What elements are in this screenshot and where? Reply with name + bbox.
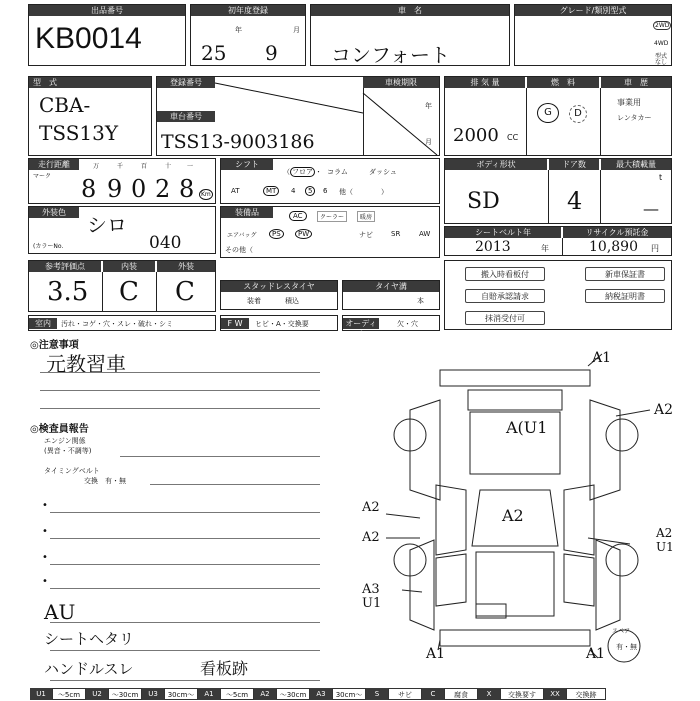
mileage-digit-4: 2 (155, 175, 171, 203)
diag-a3u1-left-2: U1 (362, 596, 382, 611)
pointer-a2-left1 (386, 514, 420, 518)
mileage-digit-2: 9 (107, 175, 123, 203)
note-au: AU (44, 600, 76, 624)
year-unit: 年 (235, 26, 242, 34)
score-box (28, 260, 216, 312)
shift-box (220, 158, 440, 204)
fuel-gasoline: G (537, 103, 559, 123)
equip-cooler: クーラー (317, 211, 347, 222)
color-label: 外装色 (29, 207, 79, 218)
inspection-year-unit: 年 (425, 102, 432, 110)
equip-ps: PS (269, 229, 284, 239)
diag-a3u1-left-1: A3 (362, 582, 380, 597)
equip-aw: AW (419, 230, 431, 238)
timing-label: タイミングベルト (44, 467, 100, 475)
studless-box (220, 280, 338, 310)
audio-items: 欠・穴 (397, 320, 418, 328)
legend-xx: XX (544, 688, 566, 700)
diag-a2u1-right-1: A2 (656, 526, 673, 540)
docs-box (444, 260, 672, 330)
unit-ichi: 一 (187, 163, 194, 170)
audio-label: オーディオ (343, 318, 379, 329)
diag-aiu1: A(U1 (506, 418, 548, 437)
diag-a1-bottom-left: A1 (426, 646, 446, 662)
seatbelt-box (444, 226, 672, 256)
legend-a3-range: 30cm～ (332, 688, 366, 700)
lot-number: KB0014 (35, 22, 142, 55)
car-name: コンフォート (331, 43, 450, 67)
legend-u1-range: ～5cm (52, 688, 86, 700)
tire-label: タイヤ溝 (343, 281, 439, 292)
color-box (28, 206, 216, 254)
interior-row-items: 汚れ・コゲ・穴・スレ・破れ・シミ (61, 320, 173, 328)
diag-a2-center: A2 (502, 506, 524, 525)
engine-box (444, 76, 672, 156)
legend-u2: U2 (86, 688, 108, 700)
exterior-score-label: 外装 (157, 261, 215, 272)
unit-juu: 十 (165, 163, 172, 170)
first-registration-box (190, 4, 306, 66)
legend-a2-range: ～30cm (276, 688, 310, 700)
exterior-score: C (175, 277, 195, 307)
seatbelt-year: 2013 (475, 239, 511, 255)
doc-tax-certificate: 納税証明書 (585, 289, 665, 303)
legend-c: C (422, 688, 444, 700)
equip-ac: AC (289, 211, 307, 221)
mileage-digit-3: 0 (131, 175, 147, 203)
car-name-label: 車 名 (311, 5, 509, 16)
diag-a2-left2: A2 (362, 530, 380, 545)
left-rear-door (436, 554, 466, 606)
legend-a1: A1 (198, 688, 220, 700)
gear-5: 5 (305, 186, 315, 196)
studless-installed: 装着 (247, 297, 261, 305)
right-rear-fender (596, 540, 620, 630)
unit-man: 万 (93, 163, 100, 170)
fw-row (220, 315, 338, 331)
shift-floor-value: フロア (292, 168, 313, 176)
mileage-box (28, 158, 216, 204)
score-value: 3.5 (47, 277, 89, 307)
doc-self-approval: 自賠承認請求 (465, 289, 545, 303)
drive-2wd: 2WD (655, 22, 670, 29)
gear-6: 6 (323, 187, 328, 195)
history-label: 車 歴 (601, 77, 671, 88)
displacement-label: 排 気 量 (445, 77, 525, 88)
right-rear-door (564, 554, 594, 606)
mileage-km-unit: Km (201, 191, 211, 198)
studless-label: スタッドレスタイヤ (221, 281, 337, 292)
legend-a3: A3 (310, 688, 332, 700)
diag-a1-top: A1 (592, 350, 612, 366)
engine-label: エンジン関係 (44, 437, 86, 445)
grade-box (514, 4, 672, 66)
legend-u1: U1 (30, 688, 52, 700)
color-value: シロ (87, 213, 127, 237)
legend-s: S (366, 688, 388, 700)
mileage-mark-label: マーク (33, 173, 52, 180)
drive-none: 型式なし (655, 53, 668, 66)
right-rear-wheel (606, 544, 638, 576)
rear-bumper (440, 630, 590, 646)
equipment-label: 装備品 (221, 207, 273, 218)
shift-at: AT (231, 187, 240, 195)
diag-a1-bottom-right: A1 (586, 646, 606, 662)
spare-label: スペア (612, 628, 631, 635)
chassis-number: TSS13-9003186 (161, 131, 315, 153)
model-line2: TSS13Y (39, 121, 119, 145)
interior-row (28, 315, 216, 331)
recycle-unit: 円 (651, 244, 659, 253)
equip-sr: SR (391, 230, 401, 238)
load-unit: t (659, 173, 663, 182)
mileage-digit-5: 8 (179, 175, 195, 203)
front-bumper (440, 370, 590, 386)
model-line1: CBA- (39, 93, 91, 117)
right-front-wheel (606, 419, 638, 451)
first-registration-label: 初年度登録 (191, 5, 305, 16)
equip-pw: PW (295, 229, 312, 239)
shift-other: 他（ ） (339, 188, 388, 196)
tire-unit: 本 (417, 297, 424, 305)
legend-xx-meaning: 交換跡 (566, 688, 606, 700)
doc-deregistration: 抹消受付可 (465, 311, 545, 325)
registration-box (156, 76, 440, 156)
body-box (444, 158, 672, 224)
interior-row-label: 室内 (29, 318, 57, 329)
legend-u3-range: 30cm～ (164, 688, 198, 700)
equip-airbag: エアバッグ (227, 232, 257, 239)
diag-a2u1-right-2: U1 (656, 540, 674, 554)
engine-sub: (異音・不調等) (44, 447, 92, 455)
recycle-value: 10,890 (589, 239, 638, 255)
seatbelt-year-unit: 年 (541, 244, 549, 253)
fuel-label: 燃 料 (527, 77, 599, 88)
hood (468, 390, 562, 410)
history-business: 事業用 (617, 98, 641, 107)
load-label: 最大積載量 (601, 159, 671, 170)
equipment-box (220, 206, 440, 258)
pointer-a2-right (616, 410, 650, 416)
shift-mt: MT (263, 186, 279, 196)
first-registration-year: 25 (201, 41, 227, 65)
score-label: 参考評価点 (29, 261, 101, 272)
equip-heater: 暖房 (357, 211, 375, 222)
unit-sen: 千 (117, 163, 124, 170)
body-type-label: ボディ形状 (445, 159, 547, 170)
lot-number-box (28, 4, 186, 66)
unit-hyaku: 百 (141, 163, 148, 170)
notes-line-1: 元教習車 (46, 352, 126, 376)
note-seat: シートヘタリ (44, 630, 135, 648)
notes-title: ◎注意事項 (30, 340, 79, 351)
load-value: — (643, 199, 659, 218)
left-rear-fender (410, 540, 434, 630)
diag-a2-left1: A2 (362, 500, 380, 515)
recycle-label: リサイクル預託金 (563, 227, 671, 238)
inspection-month-unit: 月 (425, 138, 432, 146)
lot-number-label: 出品番号 (29, 5, 185, 16)
shift-label: シフト (221, 159, 273, 170)
displacement-value: 2000 (453, 125, 499, 146)
fw-items: ヒビ・A・交換要 (255, 320, 309, 328)
seatbelt-label: シートベルト年 (445, 227, 561, 238)
legend-a1-range: ～5cm (220, 688, 254, 700)
shift-dash: ダッシュ (369, 168, 397, 176)
inspection-label: 車検期限 (363, 77, 439, 88)
equip-other: その他（ (225, 246, 253, 254)
model-label: 型 式 (29, 77, 151, 88)
studless-loaded: 積込 (285, 297, 299, 305)
car-name-box (310, 4, 510, 66)
color-code-label: (カラーNo. (33, 243, 64, 250)
legend-x-meaning: 交換要す (500, 688, 544, 700)
first-registration-month: 9 (265, 41, 278, 65)
doc-carry-in: 搬入時看板付 (465, 267, 545, 281)
cc-unit: CC (507, 133, 519, 142)
legend-a2: A2 (254, 688, 276, 700)
model-box (28, 76, 152, 156)
audio-row (342, 315, 440, 339)
body-type-value: SD (467, 189, 500, 214)
tire-box (342, 280, 440, 310)
mileage-digit-1: 8 (81, 175, 97, 203)
timing-sub: 交換 有・無 (84, 477, 126, 485)
color-code: 040 (149, 233, 182, 253)
diag-a2-right: A2 (654, 402, 674, 418)
legend-u3: U3 (142, 688, 164, 700)
inspector-title: ◎検査員報告 (30, 424, 89, 435)
legend-u2-range: ～30cm (108, 688, 142, 700)
mileage-label: 走行距離 (29, 159, 79, 170)
chassis-label: 車台番号 (157, 111, 215, 122)
history-rental: レンタカー (617, 114, 652, 122)
note-sign: 看板跡 (200, 659, 249, 678)
legend-x: X (478, 688, 500, 700)
doors-value: 4 (567, 187, 583, 215)
pointer-a3u1-left (402, 590, 422, 592)
doc-new-car-warranty: 新車保証書 (585, 267, 665, 281)
legend-s-meaning: サビ (388, 688, 422, 700)
spare-value: 有・無 (616, 643, 637, 651)
doors-label: ドア数 (549, 159, 599, 170)
shift-column: コラム (327, 168, 348, 176)
reg-no-label: 登録番号 (157, 77, 215, 88)
fuel-diesel: D (569, 105, 587, 123)
drive-4wd: 4WD (654, 40, 669, 47)
fw-label: F W (221, 318, 249, 329)
grade-label: グレード/類別型式 (515, 5, 671, 16)
equip-navi: ナビ (359, 231, 373, 239)
legend-c-meaning: 腐食 (444, 688, 478, 700)
shift-floor: （ フロア ・ (283, 168, 322, 176)
month-unit: 月 (293, 26, 300, 34)
note-handle: ハンドルスレ (44, 660, 134, 678)
interior-score: C (119, 277, 139, 307)
interior-score-label: 内装 (103, 261, 155, 272)
gear-4: 4 (291, 187, 296, 195)
trunk (476, 552, 554, 616)
